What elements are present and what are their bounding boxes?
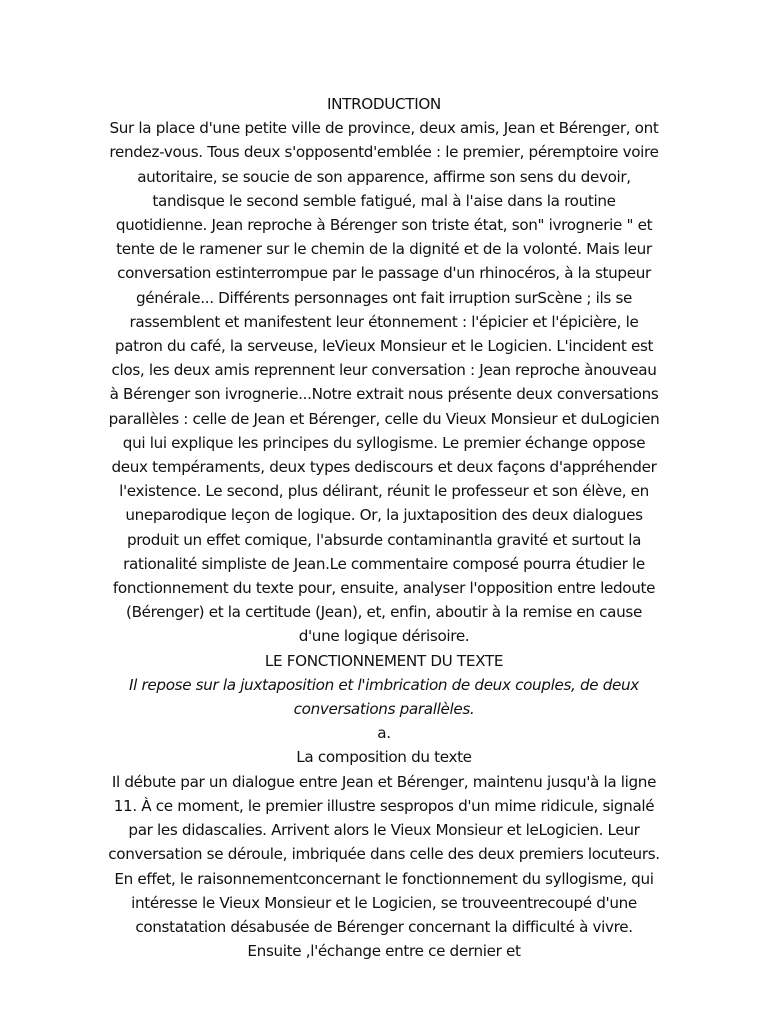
subsection-letter: a. [377,724,391,743]
introduction-paragraph: Sur la place d'une petite ville de province, deux amis, Jean et Bérenger, ont rendez-vous. Tous deux s'opposentd'emblée : le premier, péremptoire voire autoritaire, se soucie de son apparence, affirme son sens du devoir, tandisque le second semble fatigué, mal à l'aise dans la routine quotidienne. Jean reproche à Bérenger son triste état, son" ivrognerie " et tente de le ramener sur le chemin de la dignité et de la volonté. Mais leur conversation estinterrompue par le passage d'un rhinocéros, à la stupeur générale... Différents personnages ont fait irruption surScène ; ils se rassemblent et manifestent leur étonnement : l'épicier et l'épicière, le patron du café, la serveuse, leVieux Monsieur et le Logicien. L'incident est clos, les deux amis reprennent leur conversation : Jean reproche ànouveau à Bérenger son ivrognerie...Notre extrait nous présente deux conversations parallèles : celle de Jean et Bérenger, celle du Vieux Monsieur et duLogicien qui lui explique les principes du syllogisme. Le premier échange oppose deux tempéraments, deux types dediscours et deux façons d'appréhender l'existence. Le second, plus délirant, réunit le professeur et son élève, en uneparodique leçon de logique. Or, la juxtaposition des deux dialogues produit un effet comique, l'absurde contaminantla gravité et surtout la rationalité simpliste de Jean.Le commentaire composé pourra étudier le fonctionnement du texte pour, ensuite, analyser l'opposition entre ledoute (Bérenger) et la certitude (Jean), et, enfin, aboutir à la remise en cause d'une logique dérisoire. [108,119,660,646]
subsection-title: La composition du texte [296,748,472,767]
heading-fonctionnement: LE FONCTIONNEMENT DU TEXTE [264,651,504,670]
heading-introduction: INTRODUCTION [327,95,441,113]
composition-paragraph: Il débute par un dialogue entre Jean et Bérenger, maintenu jusqu'à la ligne 11. À ce moment, le premier illustre sespropos d'un mime ridicule, signalé par les didascalies. Arrivent alors le Vieux Monsieur et leLogicien. Leur conversation se déroule, imbriquée dans celle des deux premiers locuteurs. En effet, le raisonnementconcernant le fonctionnement du syllogisme, qui intéresse le Vieux Monsieur et le Logicien, se trouveentrecoupé d'une constatation désabusée de Bérenger concernant la difficulté à vivre. Ensuite ,l'échange entre ce dernier et [108,772,660,961]
section-intro-italic: Il repose sur la juxtaposition et l'imbrication de deux couples, de deux conversations parallèles. [129,675,639,719]
document-page [108,92,660,963]
